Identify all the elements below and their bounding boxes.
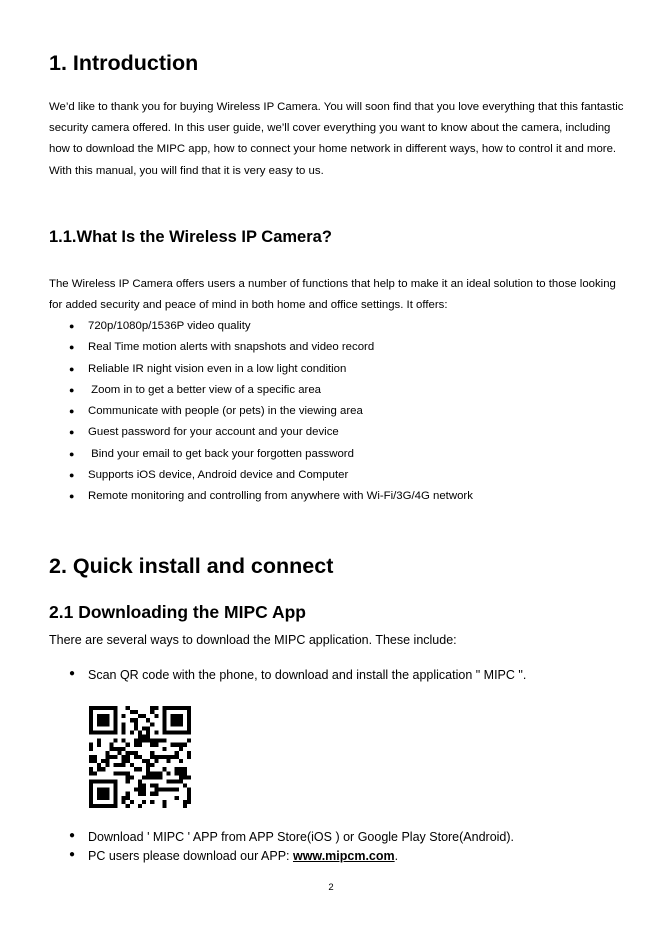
mipcm-website-link[interactable]: www.mipcm.com (292, 848, 395, 863)
download-other-list (49, 830, 514, 863)
intro-paragraph: We’d like to thank you for buying Wireless IP Camera. You will soon find that you love everything that this fantastic security camera offered. In this user guide, we’ll cover everything you want to know about the camera, including how to download the MIPC app, how to connect your home network in different ways, how to control it and more. With this manual, you will find that it is very easy to us. (49, 101, 624, 177)
bullet-icon: ● (69, 384, 75, 395)
feature-item: ● 720p/1080p/1536P video quality (49, 316, 473, 337)
bullet-icon: ● (69, 848, 76, 860)
bullet-icon: ● (69, 321, 75, 331)
qr-code-icon (89, 706, 191, 808)
scan-qr-item: ● Scan QR code with the phone, to download and install the application " MIPC ". (69, 668, 527, 682)
feature-item: ● Zoom in to get a better view of a specific area (49, 380, 473, 401)
bullet-icon: ● (69, 363, 75, 374)
bullet-icon: ● (69, 406, 75, 417)
feature-item: ● Guest password for your account and your device (49, 422, 473, 443)
page-number: 2 (328, 882, 334, 893)
bullet-icon: ● (69, 427, 75, 438)
feature-item: ● Bind your email to get back your forgotten password (49, 444, 473, 465)
feature-item: ● Real Time motion alerts with snapshots and video record (49, 337, 473, 358)
download-scan-list (49, 668, 526, 682)
feature-item: ● Reliable IR night vision even in a low light condition (49, 359, 473, 380)
pc-download-item: ● PC users please download our APP: www.mipcm.com. (69, 848, 399, 863)
feature-item: ● Remote monitoring and controlling from anywhere with Wi-Fi/3G/4G network (49, 486, 473, 507)
bullet-icon: ● (69, 668, 76, 679)
quick-install-heading: 2. Quick install and connect (49, 554, 334, 578)
feature-item: ● Supports iOS device, Android device and Computer (49, 465, 473, 486)
app-store-item: ● Download ' MIPC ' APP from APP Store(iOS ) or Google Play Store(Android). (69, 830, 515, 844)
bullet-icon: ● (69, 470, 75, 481)
bullet-icon: ● (69, 830, 76, 841)
bullet-icon: ● (69, 491, 75, 502)
feature-list (49, 316, 473, 508)
what-is-heading: 1.1.What Is the Wireless IP Camera? (49, 228, 332, 246)
bullet-icon: ● (69, 448, 75, 459)
bullet-icon: ● (69, 342, 75, 353)
intro-heading: 1. Introduction (49, 51, 199, 75)
feature-item: ● Communicate with people (or pets) in the viewing area (49, 401, 473, 422)
what-is-paragraph: The Wireless IP Camera offers users a number of functions that help to make it an ideal solution to those looking for added security and peace of mind in both home and office settings. It offers: (49, 278, 616, 312)
download-lead: There are several ways to download the MIPC application. These include: (49, 633, 457, 647)
download-heading: 2.1 Downloading the MIPC App (49, 602, 306, 622)
